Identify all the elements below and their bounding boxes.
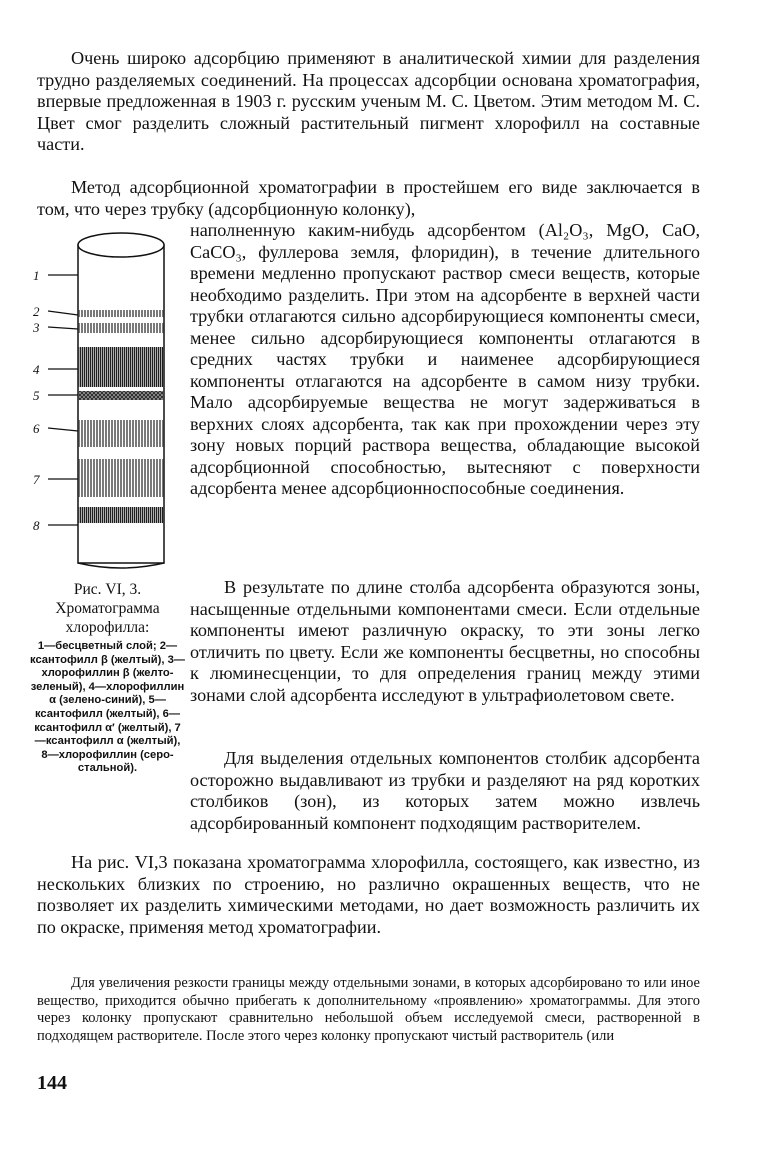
zone-label-7: 7 xyxy=(33,472,40,487)
paragraph-zones: В результате по длине столба адсорбента образуются зоны, насыщенные отдельными компонентами смеси. Если отдельные компоненты имеют различную окраску, то эти зоны легко отличить по цвету. Если же компоненты бесцветны, но способны к люминесценции, то для определения границ между этими зонами слой адсорбента исследуют в ультрафиолетовом свете. xyxy=(190,577,700,705)
zone-label-2: 2 xyxy=(33,304,40,319)
leader-line-3 xyxy=(48,327,78,329)
zone-label-3: 3 xyxy=(33,320,40,335)
leader-line-2 xyxy=(48,311,78,315)
chromatogram-column xyxy=(30,225,185,580)
paragraph-chlorophyll: На рис. VI,3 показана хроматограмма хлорофилла, состоящего, как известно, из нескольких близких по строению, но различно окрашенных веществ, что не позволяет их разделить химическими методами, но дает возможность различить их по окраске, применяя метод хроматографии. xyxy=(37,852,700,937)
figure-caption: Рис. VI, 3. Хроматограмма хлорофилла: xyxy=(55,581,160,636)
leader-line-6 xyxy=(48,428,78,431)
figure-legend: 1—бесцветный слой; 2—ксантофилл β (желтый), 3—хлорофиллин β (желто-зеленый), 4—хлорофиллин α (зелено-синий), 5—ксантофилл (желтый), 6—ксантофилл α′ (желтый), 7—ксантофилл α (желтый), 8—хлорофиллин (серо-стальной). xyxy=(30,640,185,775)
zone-label-8: 8 xyxy=(33,518,40,533)
page-number: 144 xyxy=(37,1072,67,1094)
paragraph-extraction: Для выделения отдельных компонентов столбик адсорбента осторожно выдавливают из трубки и разделяют на ряд коротких столбиков (зон), из которых затем можно извлечь адсорбированный компонент подходящим растворителем. xyxy=(190,748,700,833)
zone-label-5: 5 xyxy=(33,388,40,403)
paragraph-footnote-small: Для увеличения резкости границы между отдельными зонами, в которых адсорбировано то или иное вещество, приходится обычно прибегать к дополнительному «проявлению» хроматограммы. Для этого через колонку пропускают сравнительно небольшой объем исследуемой смеси, растворенной в подходящем растворителе. После этого через колонку пропускают чистый растворитель (или xyxy=(37,975,700,1044)
paragraph-method-continued: наполненную каким-нибудь адсорбентом (Al₂O₃, MgO, CaO, CaCO₃, фуллерова земля, флоридин), в течение длительного времени медленно пропускают раствор смеси веществ, которые необходимо разделить. При этом на адсорбенте в верхней части трубки отлагаются сильно адсорбирующиеся компоненты смеси, менее сильно адсорбирующиеся компоненты отлагаются в средних частях трубки и наименее адсорбирующиеся компоненты отлагаются на адсорбенте в самом низу трубки. Мало адсорбируемые вещества не могут задерживаться в верхних слоях адсорбента, так как при прохождении через эту зону новых порций раствора вещества, обладающие высокой адсорбционной способностью, вытесняют с поверхности адсорбента менее адсорбционноспособные соединения. xyxy=(190,220,700,498)
chromatogram-figure xyxy=(30,225,185,580)
zone-label-6: 6 xyxy=(33,421,40,436)
zone-label-1: 1 xyxy=(33,268,40,283)
zone-label-4: 4 xyxy=(33,362,40,377)
paragraph-method-start: Метод адсорбционной хроматографии в простейшем его виде заключается в том, что через трубку (адсорбционную колонку), xyxy=(37,177,700,219)
paragraph-intro: Очень широко адсорбцию применяют в аналитической химии для разделения трудно разделяемых соединений. На процессах адсорбции основана хроматография, впервые предложенная в 1903 г. русским ученым М. С. Цветом. Этим методом М. С. Цвет смог разделить сложный растительный пигмент хлорофилл на составные части. xyxy=(37,48,700,154)
